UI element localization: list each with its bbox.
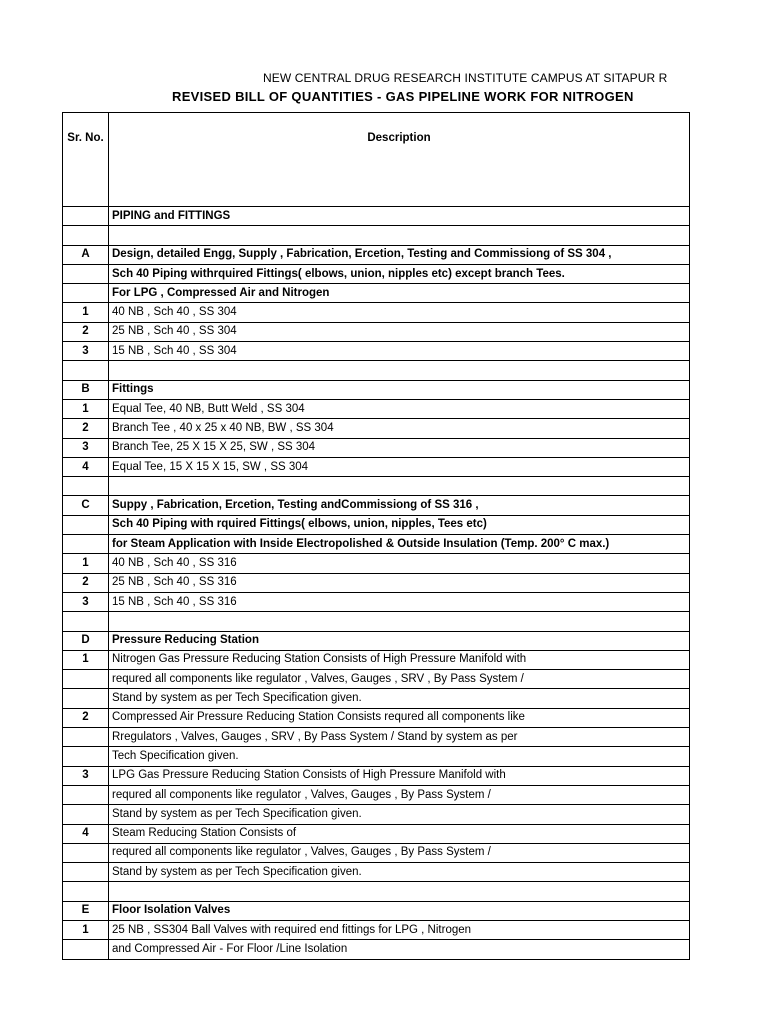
row-description: 25 NB , Sch 40 , SS 304 [109,322,690,341]
row-description: Equal Tee, 15 X 15 X 15, SW , SS 304 [109,457,690,476]
row-description: Branch Tee, 25 X 15 X 25, SW , SS 304 [109,438,690,457]
table-row [63,728,690,747]
row-sr-no: 1 [63,650,109,669]
bill-of-quantities-table [62,112,690,960]
row-description: and Compressed Air - For Floor /Line Isolation [109,940,690,959]
row-description: Compressed Air Pressure Reducing Station Consists requred all components like [109,708,690,727]
row-description: Pressure Reducing Station [109,631,690,650]
row-sr-no: C [63,496,109,515]
table-row [63,901,690,920]
row-sr-no [63,207,109,226]
table-row [63,457,690,476]
row-description [109,361,690,380]
row-sr-no: 2 [63,419,109,438]
table-row [63,380,690,399]
table-row [63,670,690,689]
row-description: Fittings [109,380,690,399]
row-description: Rregulators , Valves, Gauges , SRV , By Pass System / Stand by system as per [109,728,690,747]
row-description: 40 NB , Sch 40 , SS 316 [109,554,690,573]
row-sr-no: 1 [63,303,109,322]
row-description: Nitrogen Gas Pressure Reducing Station Consists of High Pressure Manifold with [109,650,690,669]
document-title: REVISED BILL OF QUANTITIES - GAS PIPELINE WORK FOR NITROGEN [172,89,634,104]
row-sr-no [63,515,109,534]
row-sr-no: 1 [63,399,109,418]
row-description: 25 NB , SS304 Ball Valves with required end fittings for LPG , Nitrogen [109,920,690,939]
row-description: 15 NB , Sch 40 , SS 316 [109,592,690,611]
row-sr-no: 1 [63,920,109,939]
row-sr-no [63,226,109,245]
table-row [63,554,690,573]
row-description: 40 NB , Sch 40 , SS 304 [109,303,690,322]
row-sr-no [63,670,109,689]
table-row [63,535,690,554]
row-sr-no: 1 [63,554,109,573]
row-sr-no: 3 [63,438,109,457]
row-sr-no [63,264,109,283]
table-row [63,226,690,245]
table-row [63,515,690,534]
table-row [63,766,690,785]
row-description [109,477,690,496]
table-row [63,419,690,438]
row-sr-no: 2 [63,322,109,341]
column-header-sr-no: Sr. No. [63,113,109,207]
table-row [63,882,690,901]
row-sr-no: B [63,380,109,399]
table-row [63,399,690,418]
row-sr-no [63,728,109,747]
table-row [63,322,690,341]
row-sr-no [63,477,109,496]
column-header-description: Description [109,113,690,207]
table-row [63,863,690,882]
table-row [63,824,690,843]
row-description: requred all components like regulator , Valves, Gauges , SRV , By Pass System / [109,670,690,689]
page-header [0,0,690,120]
row-description: Sch 40 Piping withrquired Fittings( elbows, union, nipples etc) except branch Tees. [109,264,690,283]
row-sr-no: 2 [63,573,109,592]
table-row [63,843,690,862]
row-description [109,882,690,901]
document-subtitle: NEW CENTRAL DRUG RESEARCH INSTITUTE CAMPUS AT SITAPUR R [263,71,668,85]
row-description: Equal Tee, 40 NB, Butt Weld , SS 304 [109,399,690,418]
row-description: Sch 40 Piping with rquired Fittings( elbows, union, nipples, Tees etc) [109,515,690,534]
table-row [63,284,690,303]
row-sr-no: D [63,631,109,650]
row-description: requred all components like regulator , Valves, Gauges , By Pass System / [109,843,690,862]
row-description: 25 NB , Sch 40 , SS 316 [109,573,690,592]
row-description: Floor Isolation Valves [109,901,690,920]
row-sr-no: 3 [63,766,109,785]
row-sr-no [63,882,109,901]
row-sr-no [63,863,109,882]
row-description [109,226,690,245]
row-sr-no: 3 [63,592,109,611]
row-sr-no [63,612,109,631]
table-row [63,631,690,650]
row-sr-no [63,689,109,708]
table-row [63,940,690,959]
table-row [63,264,690,283]
table-row [63,920,690,939]
table-row [63,342,690,361]
table-row [63,747,690,766]
row-description: Stand by system as per Tech Specification given. [109,805,690,824]
row-sr-no [63,535,109,554]
table-row [63,477,690,496]
row-sr-no [63,843,109,862]
row-description [109,612,690,631]
row-description: requred all components like regulator , Valves, Gauges , By Pass System / [109,785,690,804]
row-description: Stand by system as per Tech Specification given. [109,863,690,882]
row-description: For LPG , Compressed Air and Nitrogen [109,284,690,303]
row-sr-no: 4 [63,824,109,843]
row-description: Suppy , Fabrication, Ercetion, Testing andCommissiong of SS 316 , [109,496,690,515]
row-description: LPG Gas Pressure Reducing Station Consists of High Pressure Manifold with [109,766,690,785]
table-row [63,438,690,457]
row-sr-no: 3 [63,342,109,361]
table-row [63,805,690,824]
table-row [63,361,690,380]
row-description: Design, detailed Engg, Supply , Fabrication, Ercetion, Testing and Commissiong of SS 304 , [109,245,690,264]
row-sr-no: 2 [63,708,109,727]
table-row [63,573,690,592]
table-row [63,708,690,727]
table-row [63,612,690,631]
row-sr-no [63,361,109,380]
row-sr-no: 4 [63,457,109,476]
row-sr-no [63,747,109,766]
row-sr-no: A [63,245,109,264]
table-row [63,785,690,804]
row-description: Steam Reducing Station Consists of [109,824,690,843]
row-sr-no: E [63,901,109,920]
table-row [63,245,690,264]
table-row [63,496,690,515]
row-description: for Steam Application with Inside Electropolished & Outside Insulation (Temp. 200° C max.) [109,535,690,554]
row-description: Stand by system as per Tech Specification given. [109,689,690,708]
row-sr-no [63,785,109,804]
row-sr-no [63,940,109,959]
table-row [63,592,690,611]
table-row [63,689,690,708]
table-header-row [63,113,690,207]
row-description: Tech Specification given. [109,747,690,766]
row-description: Branch Tee , 40 x 25 x 40 NB, BW , SS 304 [109,419,690,438]
table-row [63,303,690,322]
table-row [63,650,690,669]
row-description: 15 NB , Sch 40 , SS 304 [109,342,690,361]
row-description: PIPING and FITTINGS [109,207,690,226]
row-sr-no [63,284,109,303]
row-sr-no [63,805,109,824]
table-row [63,207,690,226]
